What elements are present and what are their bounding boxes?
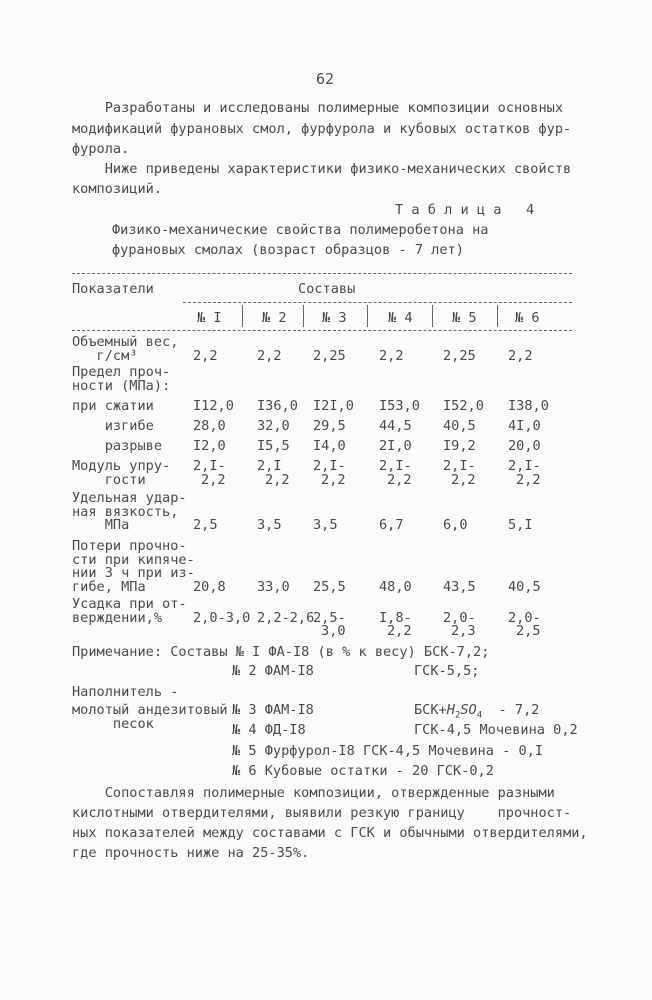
table-cell: 2,2 bbox=[387, 471, 412, 488]
table-cell: I2I,0 bbox=[313, 398, 354, 414]
table-label: Т а б л и ц а 4 bbox=[395, 202, 535, 218]
table-cell: 2,5 bbox=[193, 517, 218, 533]
row-label: нии 3 ч при из- bbox=[72, 565, 195, 581]
table-cell: I,8- bbox=[379, 609, 412, 626]
row-label: Предел проч- bbox=[72, 364, 171, 380]
column-header: № 3 bbox=[322, 310, 347, 326]
table-cell: 2I,0 bbox=[379, 438, 412, 454]
table-cell: 3,5 bbox=[313, 517, 338, 533]
table-cell: I2,0 bbox=[193, 438, 226, 454]
table-cell: I4,0 bbox=[313, 438, 346, 454]
table-cell: 2,25 bbox=[313, 347, 346, 364]
table-cell: 6,7 bbox=[379, 517, 404, 533]
filler-label: молотый андезитовый bbox=[72, 702, 228, 718]
table-cell: 33,0 bbox=[257, 578, 290, 595]
table-cell: 2,I bbox=[257, 458, 282, 474]
table-cell: 3,5 bbox=[257, 517, 282, 533]
table-cell: 2,25 bbox=[443, 347, 476, 364]
note-line: Примечание: Составы № I ФА-I8 (в % к весу) БСК-7,2; bbox=[72, 644, 490, 660]
table-cell: 2,0- bbox=[508, 609, 541, 626]
table-cell: 40,5 bbox=[508, 578, 541, 595]
text-line: Разработаны и исследованы полимерные композиции основных bbox=[72, 100, 564, 116]
note-item-3-hardener bbox=[414, 703, 539, 723]
row-label: верждении,% bbox=[72, 609, 163, 626]
table-cell: 2,0-3,0 bbox=[193, 609, 251, 626]
note-item-4-hardener: ГСК-4,5 Мочевина 0,2 bbox=[414, 722, 578, 738]
table-cell: 2,0- bbox=[443, 609, 476, 626]
text-line: фурола. bbox=[72, 141, 130, 157]
formula: SO bbox=[460, 702, 477, 718]
table-cell: I38,0 bbox=[508, 398, 549, 414]
table-cell: 20,8 bbox=[193, 578, 226, 595]
text-line: модификаций фурановых смол, фурфурола и кубовых остатков фур- bbox=[72, 121, 572, 137]
header-group: Составы bbox=[298, 281, 356, 297]
row-label: г/см³ bbox=[72, 347, 138, 364]
table-cell: 2,2 bbox=[321, 471, 346, 488]
note-item-4: № 4 ФД-I8 bbox=[232, 722, 306, 738]
row-label: ная вязкость, bbox=[72, 503, 179, 520]
table-cell: 2,2 bbox=[379, 347, 404, 364]
table-cell: 2,2 bbox=[257, 347, 282, 364]
row-label: изгибе bbox=[72, 418, 154, 434]
table-cell: 2,2 bbox=[193, 347, 218, 364]
column-divider bbox=[432, 305, 433, 327]
table-cell: 20,0 bbox=[508, 438, 541, 454]
note-item-2: № 2 ФАМ-I8 bbox=[232, 663, 314, 679]
row-label: Удельная удар- bbox=[72, 490, 187, 506]
column-divider bbox=[367, 305, 368, 327]
column-header: № 5 bbox=[452, 310, 477, 326]
table-cell: I9,2 bbox=[443, 438, 476, 454]
table-cell: 2,I- bbox=[508, 458, 541, 474]
column-divider bbox=[242, 305, 243, 327]
table-cell: 32,0 bbox=[257, 418, 290, 434]
text-line: Сопоставляя полимерные композиции, отвержденные разными bbox=[72, 785, 555, 801]
row-label: ности (МПа): bbox=[72, 377, 171, 394]
row-label: Усадка при от- bbox=[72, 596, 187, 612]
table-cell: 5,I bbox=[508, 517, 533, 533]
row-label: МПа bbox=[72, 517, 130, 533]
table-cell: I53,0 bbox=[379, 398, 420, 414]
column-divider bbox=[303, 305, 304, 327]
text: - 7,2 bbox=[482, 702, 540, 718]
table-cell: I12,0 bbox=[193, 398, 234, 414]
text-line: композиций. bbox=[72, 181, 163, 197]
row-label: гибе, МПа bbox=[72, 578, 146, 595]
table-cell: 2,I- bbox=[379, 458, 412, 474]
row-label: сти при кипяче- bbox=[72, 551, 195, 568]
table-top-rule bbox=[72, 273, 572, 274]
note-item-3: № 3 ФАМ-I8 bbox=[232, 702, 314, 718]
text-line: где прочность ниже на 25-35%. bbox=[72, 845, 310, 861]
table-cell: 3,0 bbox=[321, 623, 346, 639]
header-bottom-rule bbox=[72, 330, 572, 331]
table-cell: 2,I- bbox=[313, 458, 346, 474]
note-item-5: № 5 Фурфурол-I8 ГСК-4,5 Мочевина - 0,I bbox=[232, 743, 543, 759]
table-cell: 2,5- bbox=[313, 609, 346, 626]
table-cell: 2,2 bbox=[387, 623, 412, 639]
table-cell: I5,5 bbox=[257, 438, 290, 454]
table-cell: 2,2-2,6 bbox=[257, 609, 315, 626]
row-label: Объемный вес, bbox=[72, 334, 179, 350]
table-caption: Физико-механические свойства полимеробетона на bbox=[112, 222, 489, 238]
table-cell: 43,5 bbox=[443, 578, 476, 595]
column-header: № 2 bbox=[262, 310, 287, 326]
page-number: 62 bbox=[316, 70, 335, 88]
header-group-rule bbox=[183, 302, 572, 303]
table-cell: I52,0 bbox=[443, 398, 484, 414]
table-cell: 2,2 bbox=[265, 471, 290, 488]
table-cell: 2,2 bbox=[516, 471, 541, 488]
table-cell: 29,5 bbox=[313, 418, 346, 434]
row-label: разрыве bbox=[72, 438, 163, 454]
table-cell: 2,I- bbox=[443, 458, 476, 474]
note-item-6: № 6 Кубовые остатки - 20 ГСК-0,2 bbox=[232, 763, 494, 779]
table-cell: 48,0 bbox=[379, 578, 412, 595]
column-divider bbox=[497, 305, 498, 327]
text: БСК+ bbox=[414, 702, 447, 718]
table-cell: I36,0 bbox=[257, 398, 298, 414]
text-line: Ниже приведены характеристики физико-механических свойств bbox=[72, 161, 572, 177]
table-caption: фурановых смолах (возраст образцов - 7 лет) bbox=[112, 242, 464, 258]
filler-label: песок bbox=[72, 716, 154, 732]
column-header: № 4 bbox=[388, 310, 413, 326]
table-cell: 6,0 bbox=[443, 517, 468, 533]
table-cell: 2,I- bbox=[193, 458, 226, 474]
filler-label: Наполнитель - bbox=[72, 684, 179, 700]
text-line: кислотными отвердителями, выявили резкую границу прочност- bbox=[72, 805, 572, 821]
formula: H bbox=[446, 702, 455, 718]
table-cell: 2,2 bbox=[508, 347, 533, 364]
table-cell: 25,5 bbox=[313, 578, 346, 595]
note-item-2-hardener: ГСК-5,5; bbox=[414, 663, 480, 679]
row-label: Модуль упру- bbox=[72, 458, 171, 474]
header-indicator: Показатели bbox=[72, 281, 154, 297]
table-cell: 4I,0 bbox=[508, 418, 541, 434]
table-cell: 28,0 bbox=[193, 418, 226, 434]
table-cell: 40,5 bbox=[443, 418, 476, 434]
table-cell: 2,5 bbox=[516, 623, 541, 639]
table-cell: 2,2 bbox=[451, 471, 476, 488]
row-label: Потери прочно- bbox=[72, 538, 187, 554]
subscript: 4 bbox=[476, 710, 483, 721]
table-cell: 44,5 bbox=[379, 418, 412, 434]
text-line: ных показателей между составами с ГСК и обычными отвердителями, bbox=[72, 825, 588, 841]
subscript: 2 bbox=[454, 710, 461, 721]
column-header: № I bbox=[197, 310, 222, 326]
column-header: № 6 bbox=[515, 310, 540, 326]
row-label: при сжатии bbox=[72, 398, 154, 414]
table-cell: 2,2 bbox=[201, 471, 226, 488]
row-label: гости bbox=[72, 471, 146, 488]
table-cell: 2,3 bbox=[451, 623, 476, 639]
